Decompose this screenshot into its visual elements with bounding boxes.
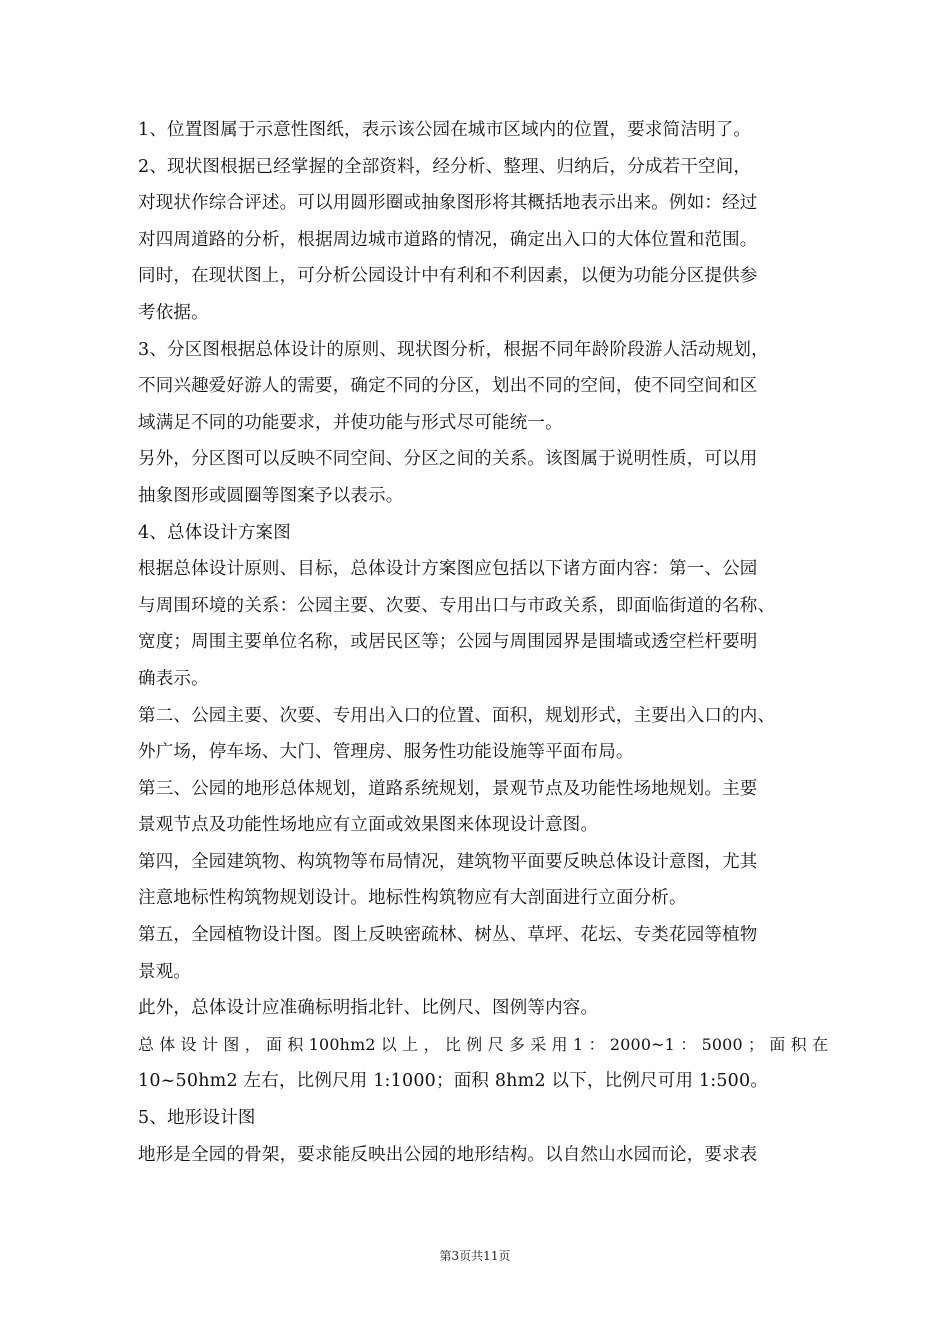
text-line: 此外，总体设计应准确标明指北针、比例尺、图例等内容。 xyxy=(138,998,599,1019)
text-line: 另外，分区图可以反映不同空间、分区之间的关系。该图属于说明性质，可以用 xyxy=(138,449,758,470)
text-line: 地形是全园的骨架，要求能反映出公园的地形结构。以自然山水园而论，要求表 xyxy=(138,1144,758,1165)
text-line: 1、位置图属于示意性图纸，表示该公园在城市区域内的位置，要求简洁明了。 xyxy=(138,120,752,140)
text-line: 对四周道路的分析，根据周边城市道路的情况，确定出入口的大体位置和范围。 xyxy=(138,229,758,250)
document-body xyxy=(138,112,828,1173)
text-line: 与周围环境的关系：公园主要、次要、专用出口与市政关系，即面临街道的名称、 xyxy=(138,595,776,616)
text-line: 宽度；周围主要单位名称，或居民区等；公园与周围园界是围墙或透空栏杆要明 xyxy=(138,632,758,653)
text-line: 总 体 设 计 图 ， 面 积 100hm2 以 上 ， 比 例 尺 多 采 用 1 ： 2000~1 ： 5000 ； 面 积 在 xyxy=(138,1034,829,1054)
text-line: 不同兴趣爱好游人的需要，确定不同的分区，划出不同的空间，使不同空间和区 xyxy=(138,376,758,397)
text-line: 2、现状图根据已经掌握的全部资料，经分析、整理、归纳后，分成若干空间， xyxy=(138,156,752,177)
text-line: 对现状作综合评述。可以用圆形圈或抽象图形将其概括地表示出来。例如：经过 xyxy=(138,193,758,214)
text-line: 景观节点及功能性场地应有立面或效果图来体现设计意图。 xyxy=(138,815,599,836)
section-heading: 5、地形设计图 xyxy=(138,1108,256,1129)
text-line: 景观。 xyxy=(138,961,192,982)
text-line: 第三、公园的地形总体规划，道路系统规划，景观节点及功能性场地规划。主要 xyxy=(138,778,758,799)
text-line: 3、分区图根据总体设计的原则、现状图分析，根据不同年龄阶段游人活动规划， xyxy=(138,339,769,360)
section-heading: 4、总体设计方案图 xyxy=(138,522,291,543)
text-line: 10~50hm2 左右，比例尺用 1:1000；面积 8hm2 以下，比例尺可用 1:500。 xyxy=(138,1071,769,1092)
text-line: 外广场，停车场、大门、管理房、服务性功能设施等平面布局。 xyxy=(138,742,634,763)
text-line: 第二、公园主要、次要、专用出入口的位置、面积，规划形式，主要出入口的内、 xyxy=(138,705,776,726)
text-line: 根据总体设计原则、目标，总体设计方案图应包括以下诸方面内容：第一、公园 xyxy=(138,559,758,580)
text-line: 注意地标性构筑物规划设计。地标性构筑物应有大剖面进行立面分析。 xyxy=(138,888,687,909)
text-line: 第五，全园植物设计图。图上反映密疏林、树丛、草坪、花坛、专类花园等植物 xyxy=(138,925,758,946)
text-line: 域满足不同的功能要求，并使功能与形式尽可能统一。 xyxy=(138,412,563,433)
text-line: 确表示。 xyxy=(138,668,209,689)
page-number: 第3页共11页 xyxy=(439,1249,511,1263)
text-line: 同时，在现状图上，可分析公园设计中有利和不利因素，以便为功能分区提供参 xyxy=(138,266,758,287)
text-line: 考依据。 xyxy=(138,302,209,323)
text-line: 抽象图形或圆圈等图案予以表示。 xyxy=(138,485,404,506)
text-line: 第四，全园建筑物、构筑物等布局情况，建筑物平面要反映总体设计意图，尤其 xyxy=(138,851,758,872)
